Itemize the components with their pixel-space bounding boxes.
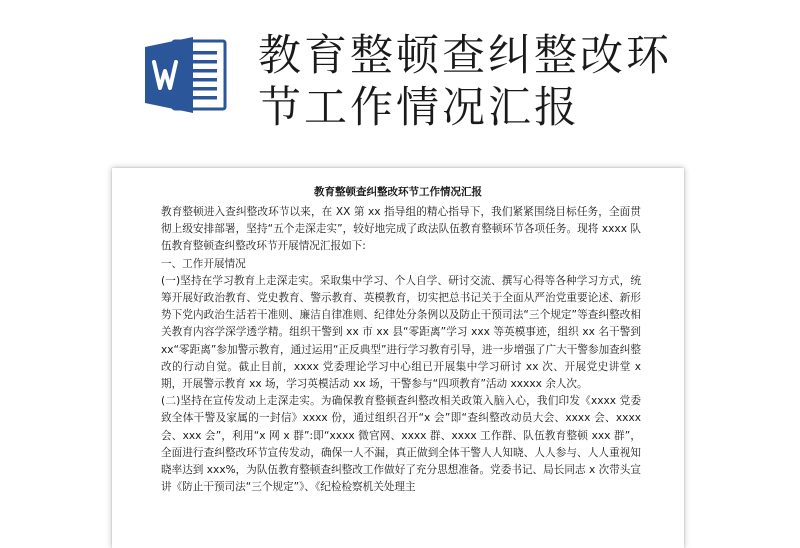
paragraph-intro: 教育整顿进入查纠整改环节以来，在 XX 第 xx 指导组的精心指导下，我们紧紧围绕目标任务，全面贯彻上级安排部署，坚持“五个走深走实”，较好地完成了政法队伍教育整顿环节各项任务。现将 xxxx 队伍教育整顿查纠整改环节开展情况汇报如下: [161, 206, 641, 253]
title-line-2: 节工作情况汇报 [258, 83, 580, 133]
header [0, 0, 800, 160]
paragraph-publicity: (二)坚持在宣传发动上走深走实。为确保教育整顿查纠整改相关政策入脑入心，我们印发《xxxx 党委致全体干警及家属的一封信》xxxx 份，通过组织召开“x 会”即“查纠整改动员大会、xxxx 会、xxxx 会、xxx 会”，利用“x 网 x 群”:即“xxxx 微官网、xxxx 群、xxxx 工作群、队伍教育整顿 xxx 群”，全面进行查纠整改环节宣传发动，确保一人不漏，真正做到全体干警人人知晓、人人参与、人人重视知晓率达到 xxx%，为队伍教育整顿查纠整改工作做好了充分思想准备。党委书记、局长同志 x 次带头宣讲《防止干预司法“三个规定”》、《纪检检察机关处理主 [161, 395, 641, 494]
word-document-icon [143, 35, 231, 115]
document-page-preview [112, 168, 684, 548]
document-title: 教育整顿查纠整改环节工作情况汇报 [314, 186, 482, 198]
paragraph-section-heading: 一、工作开展情况 [161, 257, 246, 270]
document-body [161, 204, 641, 496]
page-title [258, 30, 778, 134]
paragraph-study-education: (一)坚持在学习教育上走深走实。采取集中学习、个人自学、研讨交流、撰写心得等各种学习方式，统筹开展好政治教育、党史教育、警示教育、英模教育，切实把总书记关于全面从严治党重要论述、新形势下党内政治生活若干准则、廉洁自律准则、纪律处分条例以及防止干预司法“三个规定”等查纠整改相关教育内容学深学透学精。组织干警到 xx 市 xx 县“零距离”学习 xxx 等英模事迹，组织 xx 名干警到 xx“零距离”参加警示教育，通过运用“正反典型”进行学习教育引导，进一步增强了广大干警参加查纠整改的行动自觉。截止目前，xxxx 党委理论学习中心组已开展集中学习研讨 xx 次、开展党史讲堂 x 期，开展警示教育 xx 场，学习英模活动 xx 场，干警参与“四项教育”活动 xxxxx 余人次。 [161, 274, 641, 391]
title-line-1: 教育整顿查纠整改环 [258, 31, 672, 81]
